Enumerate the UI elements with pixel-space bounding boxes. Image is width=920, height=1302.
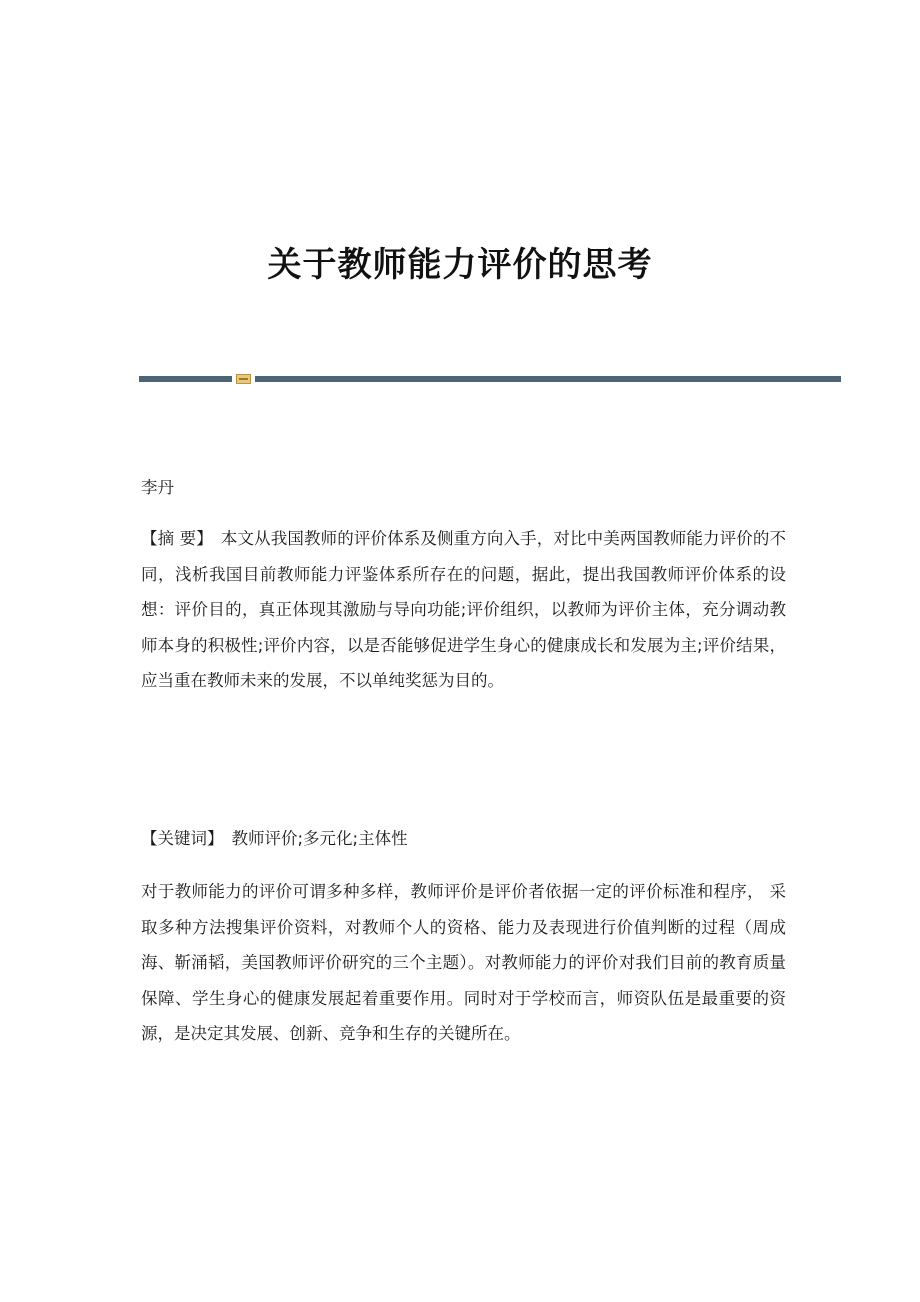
- keywords-paragraph: [141, 821, 786, 857]
- keywords-label: 【关键词】: [141, 829, 224, 848]
- keywords-text: 教师评价;多元化;主体性: [231, 829, 408, 848]
- author-name: 李丹: [141, 478, 174, 497]
- document-title: 关于教师能力评价的思考: [267, 244, 653, 285]
- body-paragraph: 对于教师能力的评价可谓多种多样，教师评价是评价者依据一定的评价标准和程序， 采取多种方法搜集评价资料，对教师个人的资格、能力及表现进行价值判断的过程（周成海、靳涌韬，美国教师评价研究的三个主题）。对教师能力的评价对我们目前的教育质量保障、学生身心的健康发展起着重要作用。同时对于学校而言，师资队伍是最重要的资源，是决定其发展、创新、竞争和生存的关键所在。: [141, 882, 786, 1043]
- abstract-label: 【摘 要】: [141, 529, 213, 548]
- abstract-text: 本文从我国教师的评价体系及侧重方向入手，对比中美两国教师能力评价的不同，浅析我国目前教师能力评鉴体系所存在的问题，据此，提出我国教师评价体系的设想：评价目的，真正体现其激励与导向功能;评价组织，以教师为评价主体，充分调动教师本身的积极性;评价内容，以是否能够促进学生身心的健康成长和发展为主;评价结果，应当重在教师未来的发展，不以单纯奖惩为目的。: [141, 529, 786, 690]
- abstract-paragraph: [141, 521, 786, 699]
- divider-ornament-icon: [236, 374, 251, 384]
- divider-bar-right: [255, 376, 841, 382]
- divider-bar-left: [139, 376, 232, 382]
- title-divider: [139, 374, 841, 384]
